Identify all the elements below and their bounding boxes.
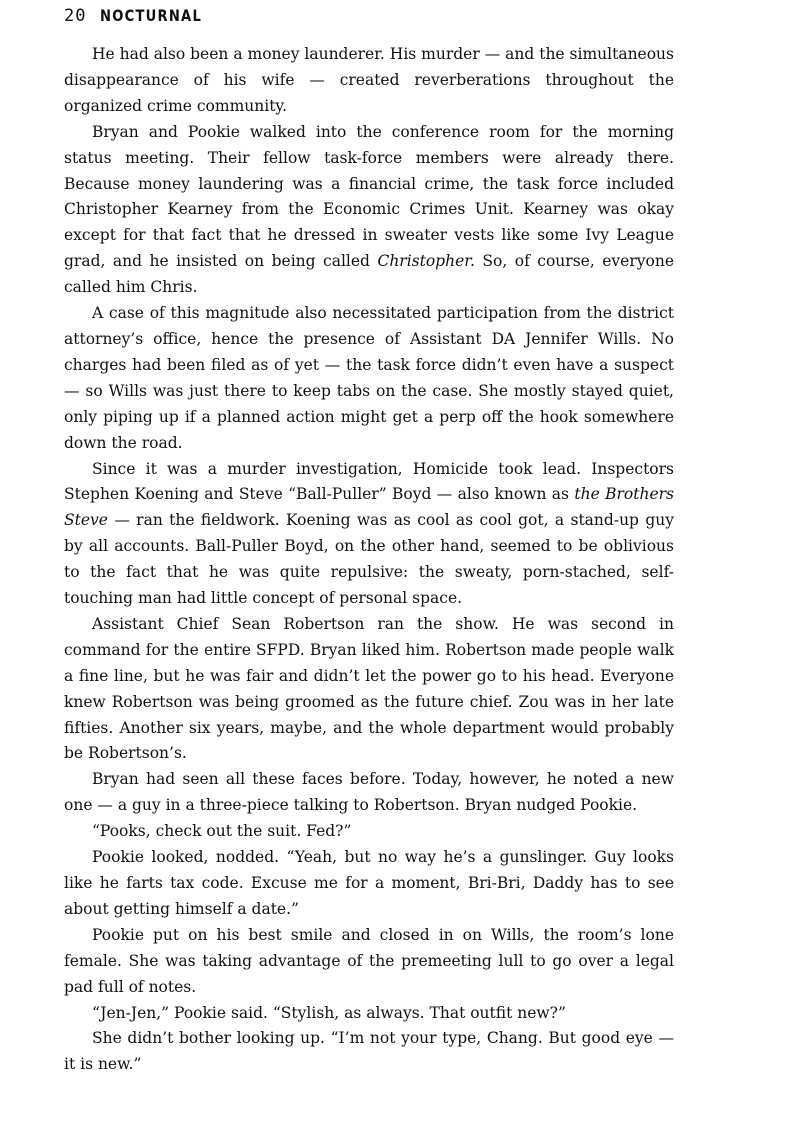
text-run: She didn’t bother looking up. “I’m not your type, Chang. But good eye — it is new.”	[64, 1029, 674, 1074]
paragraph-9	[64, 923, 674, 1001]
paragraph-8	[64, 845, 674, 923]
paragraph-7	[64, 819, 674, 845]
book-title: NOCTURNAL	[100, 6, 203, 25]
text-run: — ran the fieldwork. Koening was as cool as cool got, a stand-up guy by all accounts. Ball-Puller Boyd, on the other hand, seemed to be oblivious to the fact that he was quite repulsive: the sweaty, porn-stached, self-touching man had little concept of personal space.	[64, 511, 674, 608]
text-run: Pookie put on his best smile and closed in on Wills, the room’s lone female. She was taking advantage of the premeeting lull to go over a legal pad full of notes.	[64, 925, 674, 996]
text-run: “Pooks, check out the suit. Fed?”	[92, 822, 352, 841]
text-run: So, of course, everyone called him Chris.	[64, 252, 674, 297]
text-run: A case of this magnitude also necessitated participation from the district attorney’s office, hence the presence of Assistant DA Jennifer Wills. No charges had been filed as of yet — the task force didn’t even have a suspect — so Wills was just there to keep tabs on the case. She mostly stayed quiet, only piping up if a planned action might get a perp off the hook somewhere down the road.	[64, 304, 674, 452]
paragraph-4	[64, 457, 674, 612]
text-run: Bryan and Pookie walked into the conference room for the morning status meeting. Their fellow task-force members were already there. Because money laundering was a financial crime, the task force included Christopher Kearney from the Economic Crimes Unit. Kearney was okay except for that fact that he dressed in sweater vests like some Ivy League grad, and he insisted on being called	[64, 122, 674, 271]
paragraph-3	[64, 301, 674, 456]
paragraph-10	[64, 1001, 674, 1027]
page-number: 20	[64, 6, 87, 26]
paragraph-11	[64, 1026, 674, 1078]
paragraph-1	[64, 42, 674, 120]
italic-run: Christopher.	[377, 252, 475, 271]
text-run: Pookie looked, nodded. “Yeah, but no way he’s a gunslinger. Guy looks like he farts tax code. Excuse me for a moment, Bri-Bri, Daddy has to see about getting himself a date.”	[64, 848, 674, 918]
paragraph-6	[64, 767, 674, 819]
text-run: He had also been a money launderer. His murder — and the simultaneous disappearance of his wife — created reverberations throughout the organized crime community.	[64, 45, 674, 115]
italic-run: the Brothers Steve	[64, 485, 674, 530]
text-run: Assistant Chief Sean Robertson ran the show. He was second in command for the entire SFPD. Bryan liked him. Robertson made people walk a fine line, but he was fair and didn’t let the power go to his head. Everyone knew Robertson was being groomed as the future chief. Zou was in her late fifties. Another six years, maybe, and the whole department would probably be Robertson’s.	[64, 614, 674, 763]
text-run: Bryan had seen all these faces before. Today, however, he noted a new one — a guy in a three-piece talking to Robertson. Bryan nudged Pookie.	[64, 770, 674, 815]
text-run: Since it was a murder investigation, Homicide took lead. Inspectors Stephen Koening and Steve “Ball-Puller” Boyd — also known as	[64, 459, 674, 504]
paragraph-5	[64, 612, 674, 767]
body-text	[64, 42, 674, 1078]
running-head	[64, 6, 225, 28]
paragraph-2	[64, 120, 674, 301]
text-run: “Jen-Jen,” Pookie said. “Stylish, as always. That outfit new?”	[92, 1003, 566, 1022]
